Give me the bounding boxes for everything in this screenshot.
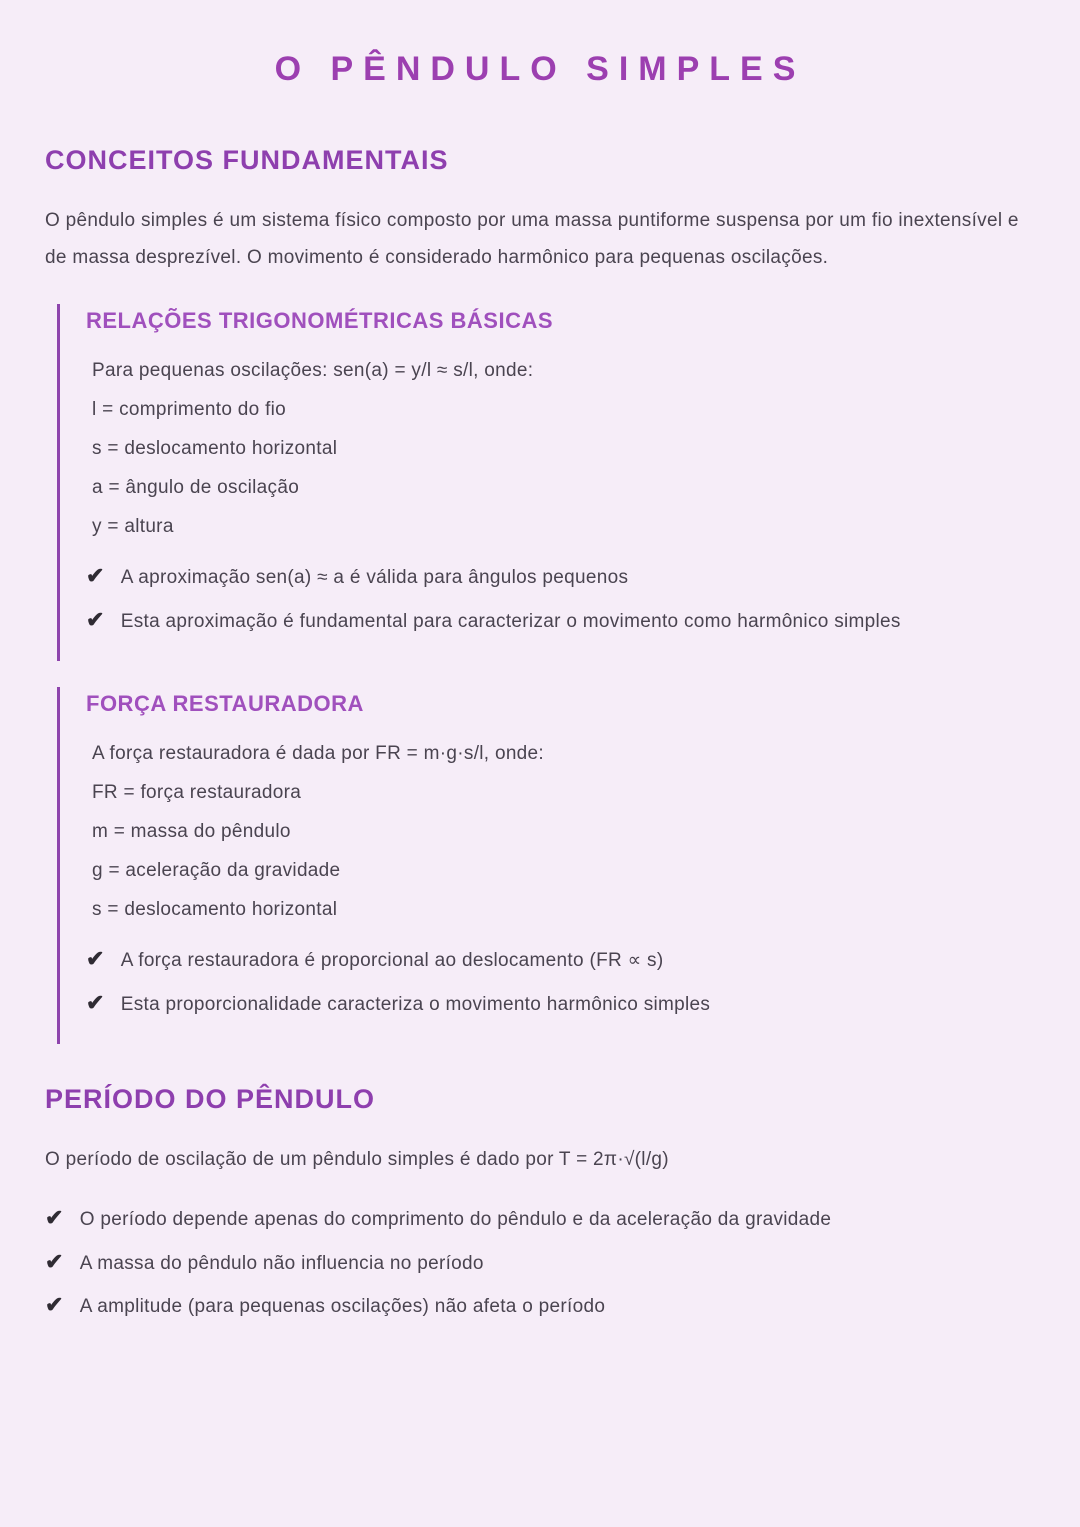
- check-row: [45, 1293, 1035, 1322]
- check-text: A aproximação sen(a) ≈ a é válida para ângulos pequenos: [120, 567, 629, 589]
- page-title: O PÊNDULO SIMPLES: [274, 50, 806, 88]
- section-heading: PERÍODO DO PÊNDULO: [45, 1084, 376, 1115]
- definition-line: s = deslocamento horizontal: [92, 899, 338, 921]
- section-intro: O período de oscilação de um pêndulo simples é dado por T = 2π·√(l/g): [45, 1149, 669, 1171]
- definition-line: m = massa do pêndulo: [92, 821, 291, 843]
- check-row: [45, 1250, 1035, 1279]
- check-text: Esta aproximação é fundamental para caracterizar o movimento como harmônico simples: [120, 610, 901, 632]
- subsection-forca-restauradora: [57, 687, 1035, 1044]
- section-heading: CONCEITOS FUNDAMENTAIS: [45, 145, 449, 175]
- check-icon: ✔: [86, 606, 105, 632]
- check-icon: ✔: [86, 563, 105, 589]
- check-list: [86, 564, 1035, 636]
- check-icon: ✔: [45, 1205, 64, 1231]
- check-row: [45, 1206, 1035, 1235]
- check-icon: ✔: [45, 1248, 64, 1274]
- check-icon: ✔: [45, 1292, 64, 1318]
- subsection-heading: RELAÇÕES TRIGONOMÉTRICAS BÁSICAS: [86, 308, 554, 334]
- check-text: A amplitude (para pequenas oscilações) não afeta o período: [79, 1296, 606, 1318]
- definition-line: a = ângulo de oscilação: [92, 477, 300, 499]
- check-list: [86, 947, 1035, 1019]
- check-row: [86, 564, 1035, 593]
- check-icon: ✔: [86, 989, 105, 1015]
- section-conceitos-fundamentais: [45, 145, 1035, 1044]
- subsection-heading: FORÇA RESTAURADORA: [86, 691, 364, 717]
- check-row: [86, 947, 1035, 976]
- check-list: [45, 1206, 1035, 1322]
- definition-line: g = aceleração da gravidade: [92, 860, 341, 882]
- section-periodo-do-pendulo: [45, 1084, 1035, 1322]
- check-icon: ✔: [86, 946, 105, 972]
- definition-line: FR = força restauradora: [92, 782, 302, 804]
- check-text: Esta proporcionalidade caracteriza o movimento harmônico simples: [120, 993, 711, 1015]
- check-row: [86, 608, 1035, 637]
- definition-line: s = deslocamento horizontal: [92, 438, 338, 460]
- definition-line: l = comprimento do fio: [92, 399, 287, 421]
- section-intro: O pêndulo simples é um sistema físico composto por uma massa puntiforme suspensa por um fio inextensível e de massa desprezível. O movimento é considerado harmônico para pequenas oscilações.: [45, 210, 1019, 269]
- check-row: [86, 991, 1035, 1020]
- definition-line: A força restauradora é dada por FR = m·g·s/l, onde:: [92, 743, 544, 765]
- check-text: A massa do pêndulo não influencia no período: [79, 1252, 484, 1274]
- subsection-relacoes-trigonometricas: [57, 304, 1035, 661]
- definition-line: y = altura: [92, 516, 174, 538]
- check-text: O período depende apenas do comprimento do pêndulo e da aceleração da gravidade: [79, 1209, 832, 1231]
- definition-line: Para pequenas oscilações: sen(a) = y/l ≈ s/l, onde:: [92, 360, 534, 382]
- check-text: A força restauradora é proporcional ao deslocamento (FR ∝ s): [120, 950, 664, 972]
